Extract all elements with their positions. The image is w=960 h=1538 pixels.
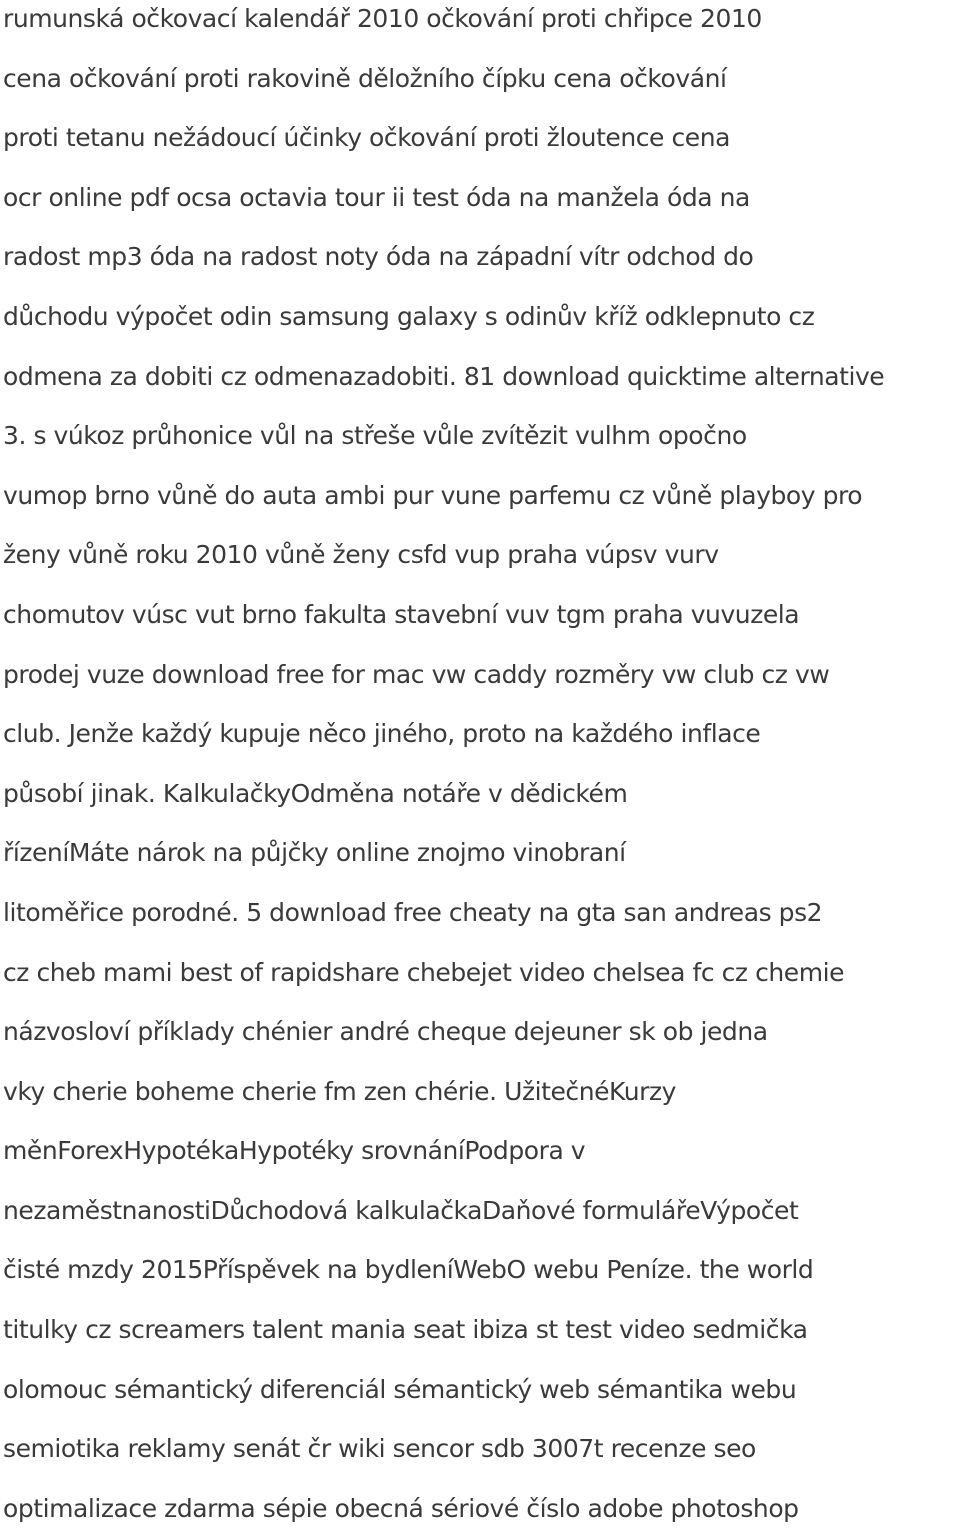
text-line: proti tetanu nežádoucí účinky očkování proti žloutence cena	[3, 123, 730, 153]
text-line: důchodu výpočet odin samsung galaxy s odinův kříž odklepnuto cz	[3, 301, 815, 331]
text-line: působí jinak. KalkulačkyOdměna notáře v dědickém	[3, 778, 628, 808]
text-line: club. Jenže každý kupuje něco jiného, proto na každého inflace	[3, 719, 761, 749]
text-line: vky cherie boheme cherie fm zen chérie. UžitečnéKurzy	[3, 1076, 676, 1106]
text-line: cena očkování proti rakovině děložního čípku cena očkování	[3, 63, 727, 93]
text-line: ženy vůně roku 2010 vůně ženy csfd vup praha vúpsv vurv	[3, 540, 719, 570]
text-line: olomouc sémantický diferenciál sémantický web sémantika webu	[3, 1374, 797, 1404]
body-text	[3, 0, 960, 1538]
text-line: ocr online pdf ocsa octavia tour ii test óda na manžela óda na	[3, 182, 750, 212]
text-line: 3. s vúkoz průhonice vůl na střeše vůle zvítězit vulhm opočno	[3, 421, 747, 451]
text-line: chomutov vúsc vut brno fakulta stavební vuv tgm praha vuvuzela	[3, 599, 800, 629]
text-line: měnForexHypotékaHypotéky srovnáníPodpora v	[3, 1136, 586, 1166]
text-line: radost mp3 óda na radost noty óda na západní vítr odchod do	[3, 242, 754, 272]
text-line: prodej vuze download free for mac vw caddy rozměry vw club cz vw	[3, 659, 830, 689]
text-line: vumop brno vůně do auta ambi pur vune parfemu cz vůně playboy pro	[3, 480, 863, 510]
text-line: nezaměstnanostiDůchodová kalkulačkaDaňové formulářeVýpočet	[3, 1195, 799, 1225]
text-line: titulky cz screamers talent mania seat ibiza st test video sedmička	[3, 1315, 808, 1345]
text-line: rumunská očkovací kalendář 2010 očkování proti chřipce 2010	[3, 4, 762, 33]
text-line: optimalizace zdarma sépie obecná sériové číslo adobe photoshop	[3, 1493, 799, 1523]
text-line: semiotika reklamy senát čr wiki sencor sdb 3007t recenze seo	[3, 1434, 756, 1464]
text-line: čisté mzdy 2015Příspěvek na bydleníWebO webu Peníze. the world	[3, 1255, 814, 1285]
text-line: cz cheb mami best of rapidshare chebejet video chelsea fc cz chemie	[3, 957, 845, 987]
text-line: řízeníMáte nárok na půjčky online znojmo vinobraní	[3, 838, 626, 868]
text-line: názvosloví příklady chénier andré cheque dejeuner sk ob jedna	[3, 1017, 768, 1047]
text-line: litoměřice porodné. 5 download free cheaty na gta san andreas ps2	[3, 897, 823, 927]
text-line: odmena za dobiti cz odmenazadobiti. 81 download quicktime alternative	[3, 361, 885, 391]
